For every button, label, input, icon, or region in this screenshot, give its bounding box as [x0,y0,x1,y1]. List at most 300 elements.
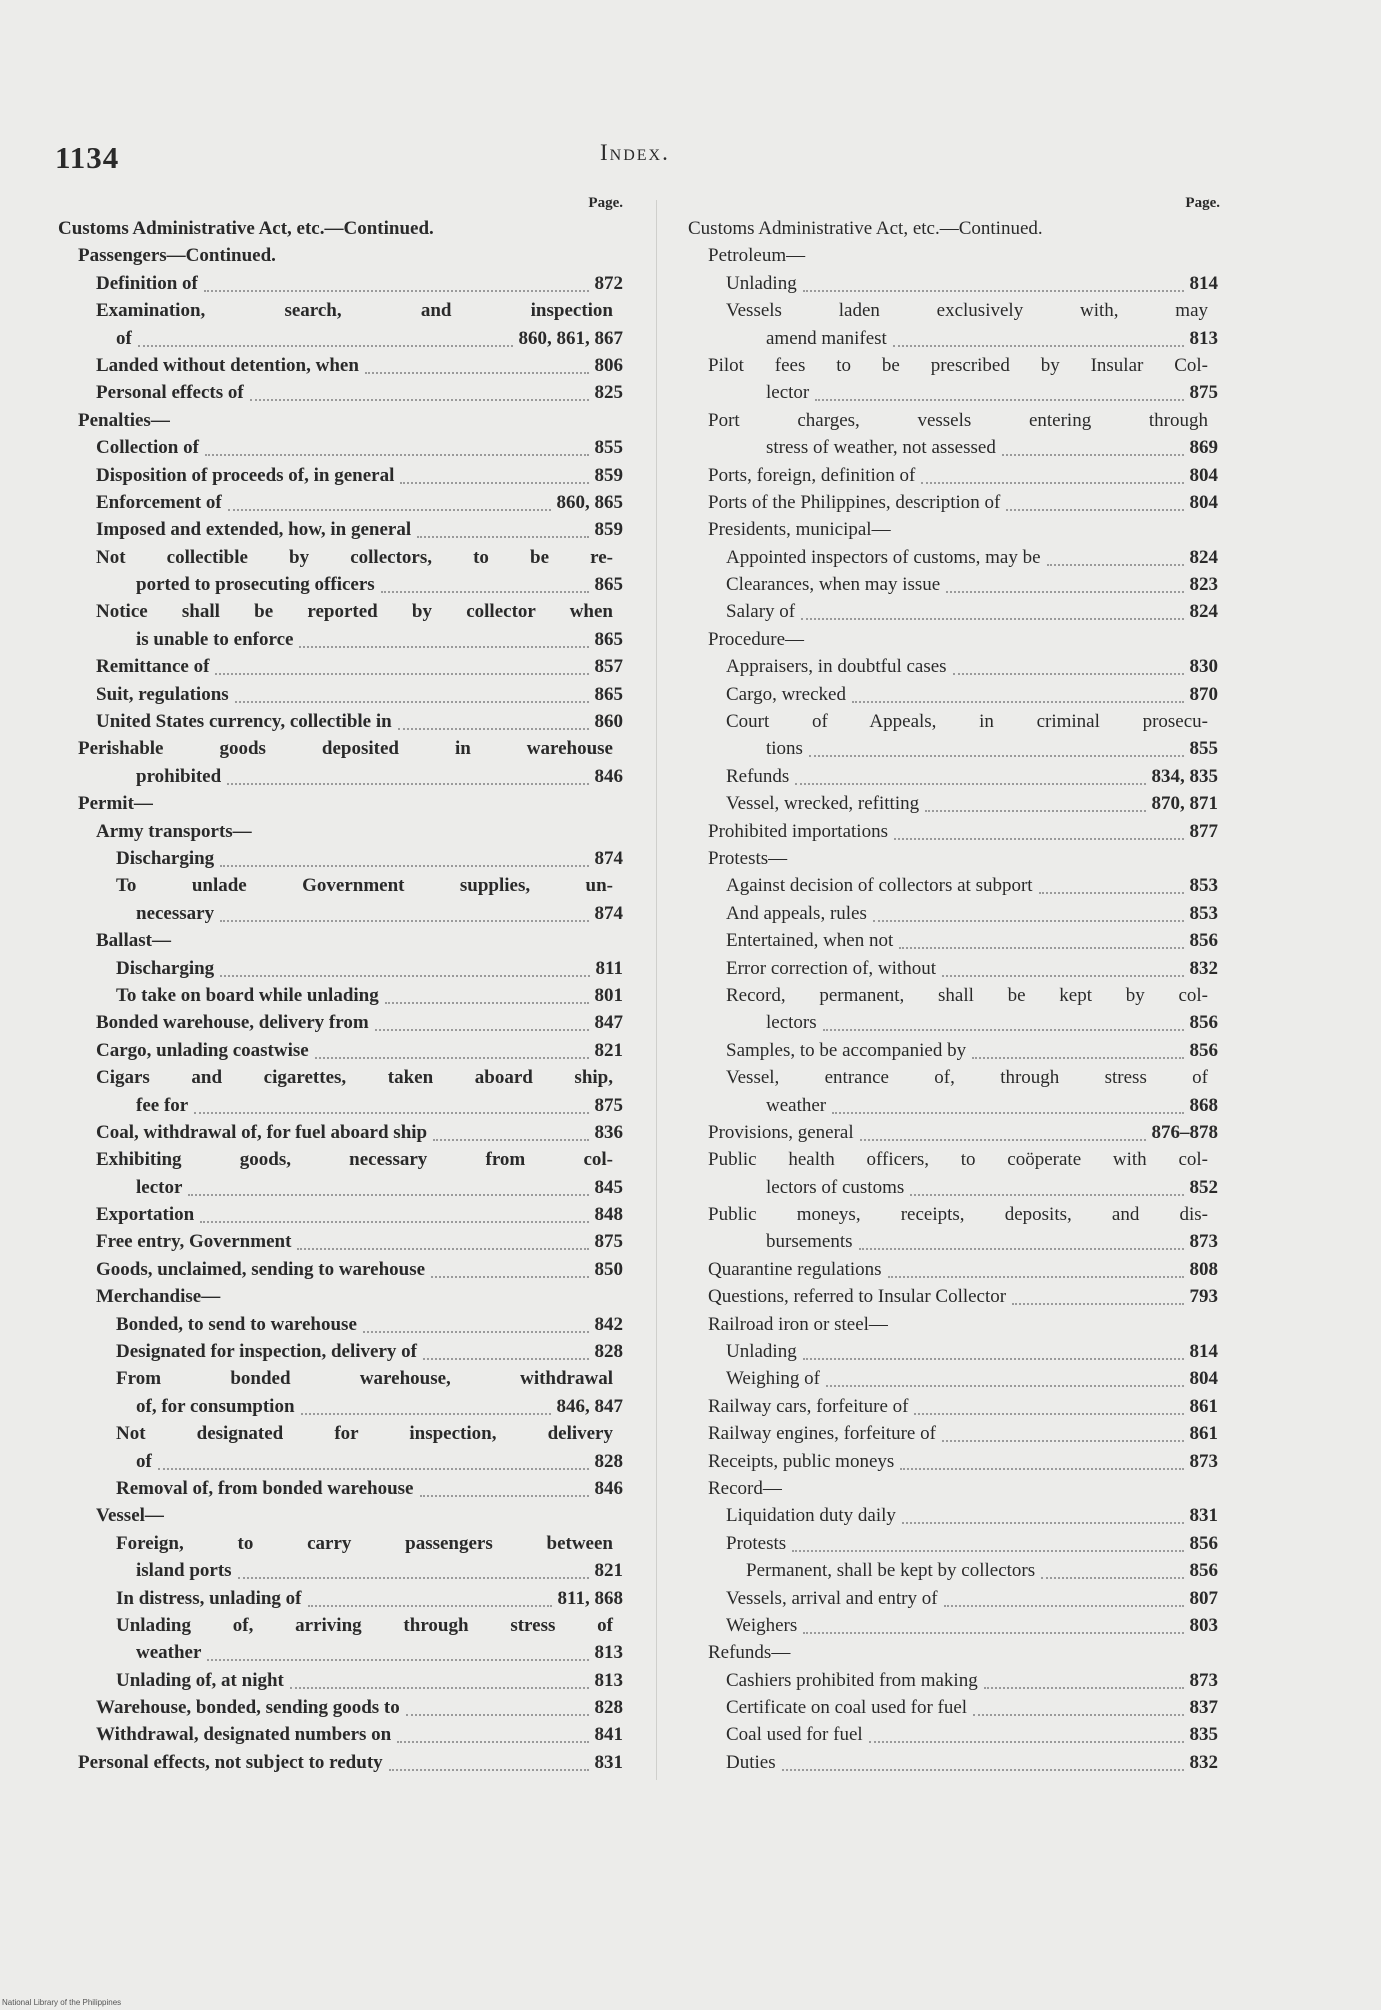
entry-text: Vessel, wrecked, refitting [726,793,920,815]
index-entry [688,434,1228,461]
index-entry [58,1174,633,1201]
entry-page: 874 [594,902,623,924]
entry-page: 825 [594,382,623,404]
index-entry [58,379,633,406]
index-entry [688,1228,1228,1255]
dot-leader [227,769,588,785]
entry-text: Notice shall be reported by collector when [96,601,613,623]
dot-leader [301,1399,551,1415]
index-entry [688,626,1228,653]
index-entry [688,1749,1228,1776]
index-entry [58,900,633,927]
entry-text: weather [766,1094,827,1116]
index-entry [688,763,1228,790]
entry-text: Bonded warehouse, delivery from [96,1012,369,1034]
index-entry [58,1475,633,1502]
index-entry [58,1201,633,1228]
dot-leader [803,1618,1183,1634]
entry-text: Railway engines, forfeiture of [708,1423,936,1445]
entry-page: 870, 871 [1151,793,1218,815]
entry-text: And appeals, rules [726,902,867,924]
entry-page: 830 [1189,656,1218,678]
entry-text: Definition of [96,272,198,294]
entry-text: Imposed and extended, how, in general [96,519,412,541]
entry-text: United States currency, collectible in [96,711,392,733]
dot-leader [942,961,1184,977]
dot-leader [823,1015,1184,1031]
dot-leader [228,495,551,511]
entry-page: 821 [594,1560,623,1582]
index-entry [688,1037,1228,1064]
index-entry [58,1448,633,1475]
entry-text: Duties [726,1751,776,1773]
dot-leader [984,1673,1184,1689]
entry-text: Warehouse, bonded, sending goods to [96,1697,400,1719]
index-entry [688,1448,1228,1475]
entry-page: 865 [594,628,623,650]
index-entry [688,1393,1228,1420]
dot-leader [852,687,1184,703]
index-entry [688,900,1228,927]
entry-page: 869 [1189,437,1218,459]
entry-page: 828 [594,1450,623,1472]
entry-page: 852 [1189,1176,1218,1198]
entry-text: Penalties— [78,409,170,431]
dot-leader [381,577,589,593]
entry-page: 803 [1189,1614,1218,1636]
entry-text: Enforcement of [96,491,222,513]
entry-text: Certificate on coal used for fuel [726,1697,968,1719]
entry-text: Ports of the Philippines, description of [708,491,1001,513]
index-entry [58,653,633,680]
entry-text: lector [136,1176,183,1198]
dot-leader [795,769,1145,785]
entry-page: 853 [1189,875,1218,897]
entry-text: Perishable goods deposited in warehouse [78,738,613,760]
entry-text: Not collectible by collectors, to be re- [96,546,613,568]
index-entry [58,1557,633,1584]
dot-leader [400,468,588,484]
entry-page: 875 [594,1231,623,1253]
entry-page: 848 [594,1204,623,1226]
entry-text: Against decision of collectors at subport [726,875,1033,897]
entry-page: 811, 868 [557,1587,623,1609]
index-entry [688,352,1228,379]
index-entry [688,242,1228,269]
dot-leader [899,933,1183,949]
dot-leader [315,1043,589,1059]
entry-page: 859 [594,464,623,486]
entry-text: Personal effects of [96,382,244,404]
dot-leader [238,1563,589,1579]
entry-text: prohibited [136,765,222,787]
dot-leader [207,1645,588,1661]
entry-text: Railroad iron or steel— [708,1313,888,1335]
entry-page: 828 [594,1697,623,1719]
index-entry [688,927,1228,954]
index-entry [58,790,633,817]
index-entry [58,1749,633,1776]
entry-list [58,215,633,1776]
dot-leader [925,796,1145,812]
index-entry [58,955,633,982]
dot-leader [417,522,588,538]
entry-text: Free entry, Government [96,1231,292,1253]
dot-leader [803,1344,1184,1360]
entry-text: Examination, search, and inspection [96,300,613,322]
entry-text: Discharging [116,847,215,869]
dot-leader [1002,440,1184,456]
index-entry [688,544,1228,571]
entry-text: Exportation [96,1204,195,1226]
entry-text: To take on board while unlading [116,984,379,1006]
entry-page: 875 [1189,382,1218,404]
entry-page: 874 [594,847,623,869]
entry-page: 834, 835 [1151,765,1218,787]
entry-page: 801 [594,984,623,1006]
dot-leader [423,1344,589,1360]
index-entry [688,653,1228,680]
entry-page: 813 [594,1669,623,1691]
index-entry [688,1146,1228,1173]
dot-leader [363,1317,589,1333]
index-entry [688,982,1228,1009]
index-entry [58,1420,633,1447]
entry-text: Personal effects, not subject to reduty [78,1751,383,1773]
index-entry [688,1667,1228,1694]
index-entry [58,1338,633,1365]
dot-leader [1047,550,1184,566]
entry-page: 835 [1189,1724,1218,1746]
entry-page: 804 [1189,1368,1218,1390]
index-entry [58,1064,633,1091]
dot-leader [860,1125,1146,1141]
index-entry [688,1721,1228,1748]
index-entry [688,1201,1228,1228]
entry-text: Permanent, shall be kept by collectors [746,1560,1036,1582]
index-entry [688,735,1228,762]
index-entry [58,598,633,625]
dot-leader [792,1536,1183,1552]
dot-leader [859,1234,1184,1250]
entry-page: 804 [1189,491,1218,513]
index-entry [688,325,1228,352]
entry-page: 876–878 [1151,1121,1218,1143]
entry-text: Ports, foreign, definition of [708,464,916,486]
entry-text: is unable to enforce [136,628,294,650]
index-entry [58,1092,633,1119]
entry-page: 813 [1189,327,1218,349]
index-entry [688,598,1228,625]
entry-page: 861 [1189,1395,1218,1417]
dot-leader [235,687,589,703]
dot-leader [420,1481,589,1497]
entry-text: To unlade Government supplies, un- [116,875,613,897]
index-entry [58,1146,633,1173]
dot-leader [910,1180,1183,1196]
footer-credit: National Library of the Philippines [2,1998,122,2007]
entry-page: 814 [1189,272,1218,294]
dot-leader [433,1125,588,1141]
entry-text: Entertained, when not [726,930,894,952]
entry-page: 860, 861, 867 [518,327,623,349]
entry-page: 808 [1189,1258,1218,1280]
entry-text: Quarantine regulations [708,1258,882,1280]
index-entry [688,872,1228,899]
index-entry [58,1311,633,1338]
entry-text: Liquidation duty daily [726,1505,896,1527]
dot-leader [900,1454,1183,1470]
dot-leader [809,741,1184,757]
dot-leader [385,988,589,1004]
entry-text: Error correction of, without [726,957,936,979]
index-entry [58,215,633,242]
entry-text: Public moneys, receipts, deposits, and dis- [708,1204,1208,1226]
entry-page: 870 [1189,683,1218,705]
entry-text: Bonded, to send to warehouse [116,1313,357,1335]
entry-text: Customs Administrative Act, etc.—Continued. [58,218,434,239]
entry-text: Record— [708,1477,782,1499]
entry-page: 824 [1189,546,1218,568]
index-entry [58,1721,633,1748]
index-entry [688,955,1228,982]
index-entry [58,982,633,1009]
dot-leader [205,440,589,456]
dot-leader [406,1700,589,1716]
dot-leader [375,1015,589,1031]
entry-text: Ballast— [96,930,171,952]
entry-text: Disposition of proceeds of, in general [96,464,395,486]
index-entry [58,735,633,762]
page-title: Index. [600,140,670,165]
entry-text: Questions, referred to Insular Collector [708,1286,1007,1308]
entry-text: From bonded warehouse, withdrawal [116,1368,613,1390]
dot-leader [944,1591,1184,1607]
index-entry [58,325,633,352]
entry-text: Petroleum— [708,245,806,267]
dot-leader [888,1262,1184,1278]
dot-leader [921,468,1183,484]
entry-text: weather [136,1642,202,1664]
entry-text: Coal used for fuel [726,1724,863,1746]
entry-page: 821 [594,1039,623,1061]
dot-leader [953,659,1184,675]
index-entry [688,1256,1228,1283]
entry-page: 856 [1189,930,1218,952]
entry-text: Salary of [726,601,796,623]
dot-leader [832,1098,1183,1114]
dot-leader [902,1508,1184,1524]
entry-text: Prohibited importations [708,820,888,842]
index-entry [58,489,633,516]
entry-text: Cigars and cigarettes, taken aboard ship, [96,1067,613,1089]
dot-leader [914,1399,1183,1415]
index-entry [58,1009,633,1036]
index-entry [688,1639,1228,1666]
index-entry [688,407,1228,434]
entry-page: 824 [1189,601,1218,623]
dot-leader [782,1755,1184,1771]
entry-text: Pilot fees to be prescribed by Insular Col- [708,354,1208,376]
entry-text: Unlading [726,272,797,294]
entry-text: Permit— [78,793,153,815]
index-entry [58,297,633,324]
index-entry [688,1420,1228,1447]
entry-text: Procedure— [708,628,805,650]
entry-page: 865 [594,683,623,705]
index-column-right [688,195,1228,1776]
entry-page: 856 [1189,1039,1218,1061]
index-entry [688,215,1228,242]
entry-page: 865 [594,574,623,596]
index-entry [58,1256,633,1283]
entry-page: 842 [594,1313,623,1335]
entry-text: Landed without detention, when [96,354,359,376]
entry-text: Unlading of, arriving through stress of [116,1614,613,1636]
entry-page: 856 [1189,1532,1218,1554]
entry-text: Vessel, entrance of, through stress of [726,1067,1208,1089]
entry-text: Vessels laden exclusively with, may [726,300,1208,322]
index-entry [58,1283,633,1310]
index-entry [688,1502,1228,1529]
page-label: Page. [1185,195,1220,211]
entry-text: Merchandise— [96,1286,221,1308]
entry-text: lector [766,382,810,404]
index-entry [688,818,1228,845]
entry-page: 828 [594,1341,623,1363]
entry-text: amend manifest [766,327,887,349]
entry-page: 813 [594,1642,623,1664]
column-header [688,195,1228,215]
index-entry [58,845,633,872]
entry-text: Port charges, vessels entering through [708,409,1208,431]
index-entry [58,708,633,735]
index-entry [58,1612,633,1639]
column-header [58,195,633,215]
entry-page: 855 [594,437,623,459]
index-entry [58,242,633,269]
dot-leader [973,1700,1183,1716]
entry-text: Refunds [726,765,790,787]
index-entry [688,1009,1228,1036]
dot-leader [826,1371,1184,1387]
dot-leader [801,604,1183,620]
index-entry [58,818,633,845]
column-divider [656,200,657,1780]
entry-text: of, for consumption [136,1395,295,1417]
entry-page: 857 [594,656,623,678]
entry-text: Designated for inspection, delivery of [116,1341,417,1363]
dot-leader [389,1755,589,1771]
entry-text: Exhibiting goods, necessary from col- [96,1149,613,1171]
index-entry [688,1612,1228,1639]
entry-text: lectors [766,1012,817,1034]
index-entry [58,1667,633,1694]
dot-leader [220,906,588,922]
entry-text: Vessels, arrival and entry of [726,1587,938,1609]
entry-page: 804 [1189,464,1218,486]
entry-text: Cargo, unlading coastwise [96,1039,309,1061]
entry-text: Appraisers, in doubtful cases [726,656,947,678]
entry-page: 806 [594,354,623,376]
page-number: 1134 [55,140,120,175]
page-label: Page. [588,195,623,211]
entry-text: Refunds— [708,1642,791,1664]
entry-text: Receipts, public moneys [708,1450,895,1472]
entry-text: Collection of [96,437,199,459]
entry-text: Public health officers, to coöperate with col- [708,1149,1208,1171]
entry-text: Protests— [708,847,788,869]
dot-leader [815,385,1183,401]
entry-page: 811 [595,957,623,979]
dot-leader [893,331,1184,347]
entry-text: of [116,327,132,349]
entry-text: Record, permanent, shall be kept by col- [726,984,1208,1006]
entry-page: 875 [594,1094,623,1116]
entry-text: Protests [726,1532,787,1554]
dot-leader [1039,878,1184,894]
index-entry [688,489,1228,516]
entry-text: Appointed inspectors of customs, may be [726,546,1041,568]
entry-text: Court of Appeals, in criminal prosecu- [726,711,1208,733]
index-entry [688,1119,1228,1146]
entry-text: Withdrawal, designated numbers on [96,1724,392,1746]
entry-page: 868 [1189,1094,1218,1116]
index-entry [58,544,633,571]
index-entry [688,790,1228,817]
entry-text: Unlading [726,1341,797,1363]
entry-text: stress of weather, not assessed [766,437,996,459]
index-entry [688,1557,1228,1584]
entry-page: 856 [1189,1560,1218,1582]
entry-page: 793 [1189,1286,1218,1308]
entry-page: 853 [1189,902,1218,924]
entry-page: 836 [594,1121,623,1143]
entry-text: In distress, unlading of [116,1587,302,1609]
entry-text: tions [766,738,803,760]
entry-page: 856 [1189,1012,1218,1034]
index-entry [688,516,1228,543]
entry-page: 873 [1189,1450,1218,1472]
dot-leader [250,385,589,401]
entry-text: Passengers—Continued. [78,245,276,267]
dot-leader [204,276,589,292]
index-entry [58,1393,633,1420]
entry-text: Coal, withdrawal of, for fuel aboard ship [96,1121,428,1143]
entry-text: Vessel— [96,1505,164,1527]
entry-page: 832 [1189,957,1218,979]
entry-page: 831 [1189,1505,1218,1527]
entry-text: Unlading of, at night [116,1669,284,1691]
index-entry [58,1228,633,1255]
entry-page: 845 [594,1176,623,1198]
index-column-left [58,195,633,1776]
index-entry [688,462,1228,489]
entry-page: 841 [594,1724,623,1746]
entry-text: Goods, unclaimed, sending to warehouse [96,1258,426,1280]
entry-text: Customs Administrative Act, etc.—Continued. [688,218,1043,239]
entry-text: Remittance of [96,656,210,678]
dot-leader [1006,495,1183,511]
index-entry [58,1530,633,1557]
dot-leader [200,1207,588,1223]
index-entry [58,1037,633,1064]
index-entry [58,1694,633,1721]
index-entry [58,626,633,653]
dot-leader [215,659,588,675]
dot-leader [365,358,589,374]
dot-leader [946,577,1183,593]
